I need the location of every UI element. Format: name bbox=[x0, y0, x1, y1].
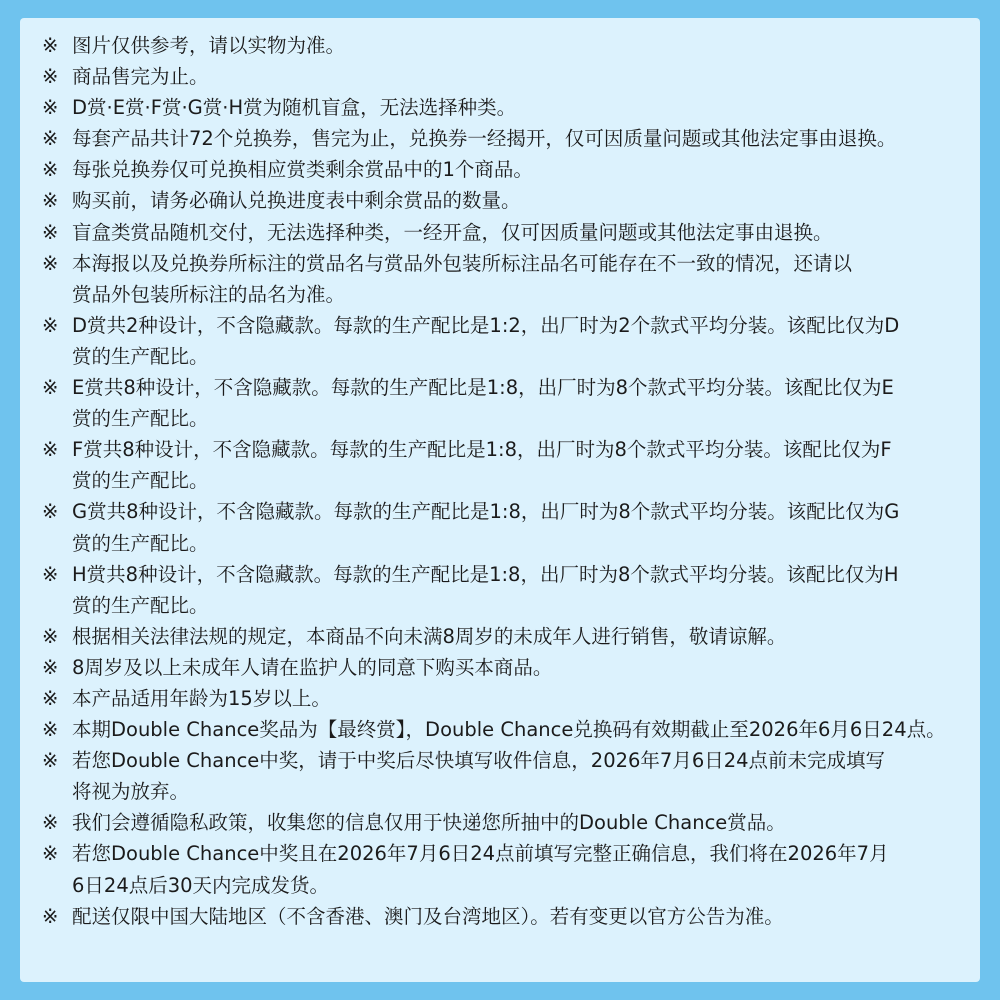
notice-text: 每张兑换券仅可兑换相应赏类剩余赏品中的1个商品。 bbox=[72, 158, 533, 182]
notice-item bbox=[42, 185, 956, 216]
notice-item bbox=[42, 434, 956, 496]
reference-mark-icon: ※ bbox=[42, 376, 59, 400]
notice-text: 8周岁及以上未成年人请在监护人的同意下购买本商品。 bbox=[72, 655, 553, 679]
notice-item bbox=[42, 248, 956, 310]
notice-text: 配送仅限中国大陆地区（不含香港、澳门及台湾地区）。若有变更以官方公告为准。 bbox=[72, 904, 784, 928]
notice-text: D赏共2种设计，不含隐藏款。每款的生产配比是1:2，出厂时为2个款式平均分装。该配比仅为D bbox=[72, 313, 900, 337]
reference-mark-icon: ※ bbox=[42, 96, 59, 120]
notice-text: 根据相关法律法规的规定，本商品不向未满8周岁的未成年人进行销售，敬请谅解。 bbox=[72, 624, 787, 648]
reference-mark-icon: ※ bbox=[42, 811, 59, 835]
notice-text: D赏·E赏·F赏·G赏·H赏为随机盲盒，无法选择种类。 bbox=[72, 96, 517, 120]
notice-item bbox=[42, 807, 956, 838]
reference-mark-icon: ※ bbox=[42, 189, 59, 213]
reference-mark-icon: ※ bbox=[42, 655, 59, 679]
reference-mark-icon: ※ bbox=[42, 562, 59, 586]
notice-panel bbox=[20, 18, 980, 982]
notice-text: 我们会遵循隐私政策，收集您的信息仅用于快递您所抽中的Double Chance赏品。 bbox=[72, 811, 786, 835]
reference-mark-icon: ※ bbox=[42, 500, 59, 524]
notice-text: 赏的生产配比。 bbox=[72, 593, 209, 617]
notice-item bbox=[42, 714, 956, 745]
notice-text: G赏共8种设计，不含隐藏款。每款的生产配比是1:8，出厂时为8个款式平均分装。该配比仅为G bbox=[72, 500, 900, 524]
notice-list bbox=[42, 30, 956, 932]
reference-mark-icon: ※ bbox=[42, 65, 59, 89]
notice-text: 赏的生产配比。 bbox=[72, 407, 209, 431]
reference-mark-icon: ※ bbox=[42, 904, 59, 928]
notice-item bbox=[42, 838, 956, 900]
notice-text: E赏共8种设计，不含隐藏款。每款的生产配比是1:8，出厂时为8个款式平均分装。该配比仅为E bbox=[72, 376, 894, 400]
notice-text: 每套产品共计72个兑换券，售完为止，兑换券一经揭开，仅可因质量问题或其他法定事由退换。 bbox=[72, 127, 897, 151]
reference-mark-icon: ※ bbox=[42, 686, 59, 710]
reference-mark-icon: ※ bbox=[42, 313, 59, 337]
notice-item bbox=[42, 745, 956, 807]
notice-text: 赏的生产配比。 bbox=[72, 344, 209, 368]
notice-item bbox=[42, 92, 956, 123]
notice-item bbox=[42, 61, 956, 92]
notice-item bbox=[42, 310, 956, 372]
notice-text: 本产品适用年龄为15岁以上。 bbox=[72, 686, 331, 710]
notice-text: 将视为放弃。 bbox=[72, 780, 190, 804]
reference-mark-icon: ※ bbox=[42, 438, 59, 462]
notice-item bbox=[42, 123, 956, 154]
notice-item bbox=[42, 652, 956, 683]
reference-mark-icon: ※ bbox=[42, 842, 59, 866]
notice-text: 本期Double Chance奖品为【最终赏】，Double Chance兑换码有效期截止至2026年6月6日24点。 bbox=[72, 718, 946, 742]
notice-text: 6日24点后30天内完成发货。 bbox=[72, 873, 330, 897]
reference-mark-icon: ※ bbox=[42, 624, 59, 648]
notice-text: 若您Double Chance中奖，请于中奖后尽快填写收件信息，2026年7月6日24点前未完成填写 bbox=[72, 749, 886, 773]
reference-mark-icon: ※ bbox=[42, 127, 59, 151]
notice-text: H赏共8种设计，不含隐藏款。每款的生产配比是1:8，出厂时为8个款式平均分装。该配比仅为H bbox=[72, 562, 899, 586]
notice-item bbox=[42, 683, 956, 714]
notice-item bbox=[42, 372, 956, 434]
notice-item bbox=[42, 559, 956, 621]
notice-text: 盲盒类赏品随机交付，无法选择种类，一经开盒，仅可因质量问题或其他法定事由退换。 bbox=[72, 220, 833, 244]
reference-mark-icon: ※ bbox=[42, 34, 59, 57]
reference-mark-icon: ※ bbox=[42, 718, 59, 742]
notice-text: 赏的生产配比。 bbox=[72, 469, 209, 493]
notice-item bbox=[42, 217, 956, 248]
notice-item bbox=[42, 154, 956, 185]
notice-item bbox=[42, 30, 956, 61]
notice-text: F赏共8种设计，不含隐藏款。每款的生产配比是1:8，出厂时为8个款式平均分装。该配比仅为F bbox=[72, 438, 892, 462]
reference-mark-icon: ※ bbox=[42, 749, 59, 773]
reference-mark-icon: ※ bbox=[42, 220, 59, 244]
reference-mark-icon: ※ bbox=[42, 251, 59, 275]
notice-text: 本海报以及兑换券所标注的赏品名与赏品外包装所标注品名可能存在不一致的情况，还请以 bbox=[72, 251, 853, 275]
notice-item bbox=[42, 496, 956, 558]
notice-text: 图片仅供参考，请以实物为准。 bbox=[72, 34, 346, 57]
notice-text: 赏品外包装所标注的品名为准。 bbox=[72, 282, 346, 306]
notice-text: 购买前，请务必确认兑换进度表中剩余赏品的数量。 bbox=[72, 189, 521, 213]
notice-item bbox=[42, 901, 956, 932]
notice-text: 赏的生产配比。 bbox=[72, 531, 209, 555]
notice-text: 商品售完为止。 bbox=[72, 65, 209, 89]
notice-item bbox=[42, 621, 956, 652]
notice-text: 若您Double Chance中奖且在2026年7月6日24点前填写完整正确信息，我们将在2026年7月 bbox=[72, 842, 889, 866]
reference-mark-icon: ※ bbox=[42, 158, 59, 182]
